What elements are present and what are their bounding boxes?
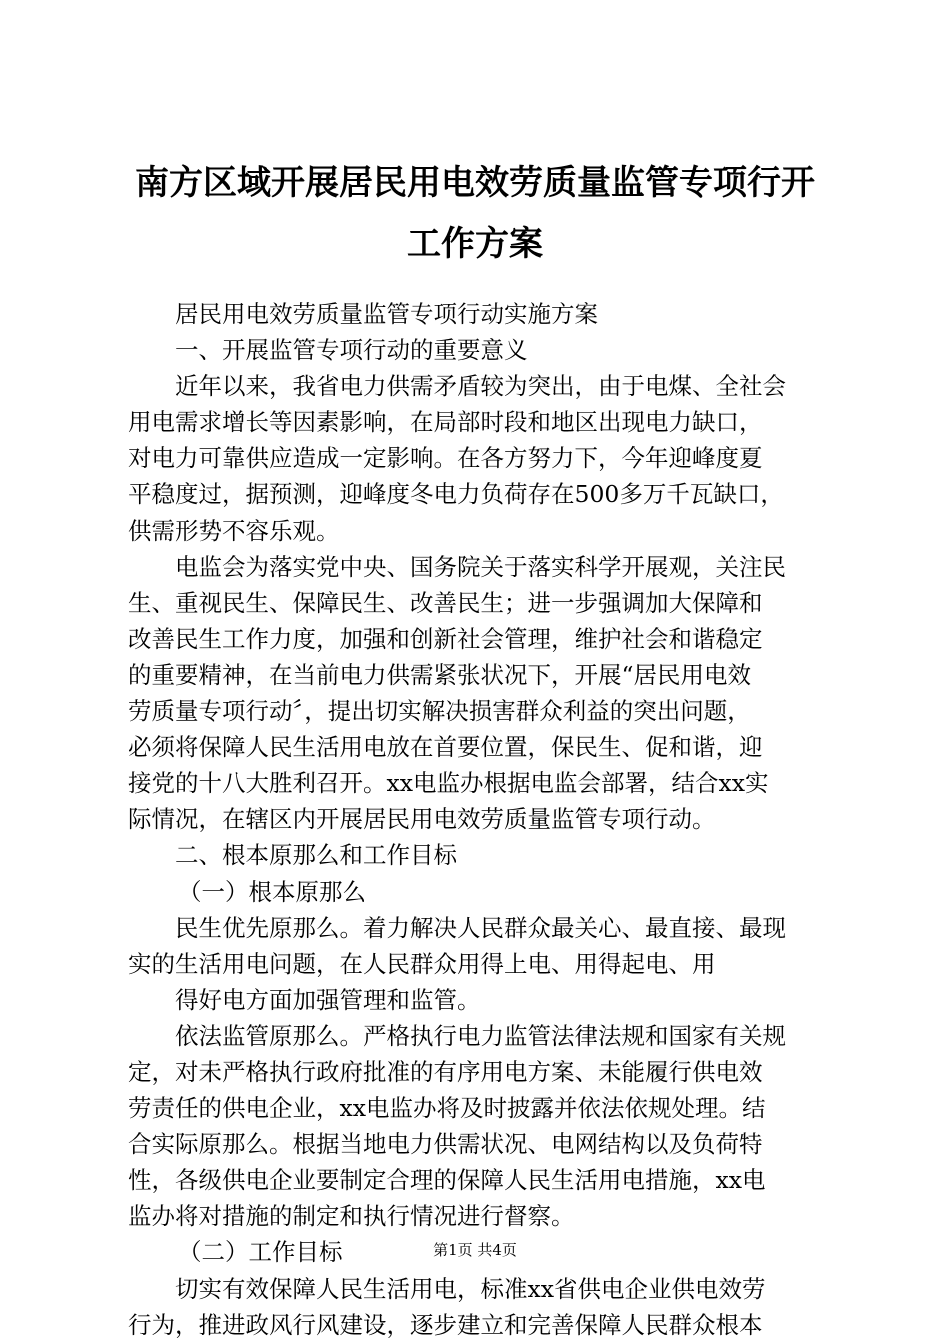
paragraph-line: 接党的十八大胜利召开。xx电监办根据电监会部署，结合xx实 (128, 769, 769, 798)
paragraph-line: 监办将对措施的制定和执行情况进行督察。 (128, 1202, 575, 1231)
document-title-line-2: 工作方案 (407, 224, 543, 264)
paragraph-line: 用电需求增长等因素影响，在局部时段和地区出现电力缺口， (128, 408, 763, 437)
paragraph-line: 对电力可靠供应造成一定影响。在各方努力下，今年迎峰度夏 (128, 444, 763, 473)
paragraph-line: 实的生活用电问题，在人民群众用得上电、用得起电、用 (128, 949, 716, 978)
paragraph-line: 近年以来，我省电力供需矛盾较为突出，由于电煤、全社会 (175, 372, 786, 401)
paragraph-line: 的重要精神，在当前电力供需紧张状况下，开展“居民用电效 (128, 660, 752, 689)
document-body (128, 296, 828, 1343)
paragraph-line: 电监会为落实党中央、国务院关于落实科学开展观，关注民 (175, 552, 786, 581)
document-title-line-1: 南方区域开展居民用电效劳质量监管专项行开 (135, 163, 815, 203)
paragraph-line: 切实有效保障人民生活用电，标准xx省供电企业供电效劳 (175, 1274, 766, 1303)
paragraph-line: 生、重视民生、保障民生、改善民生；进一步强调加大保障和 (128, 588, 763, 617)
subtitle: 居民用电效劳质量监管专项行动实施方案 (175, 300, 598, 328)
paragraph-line: 得好电方面加强管理和监管。 (175, 985, 481, 1014)
paragraph-line: 性，各级供电企业要制定合理的保障人民生活用电措施，xx电 (128, 1166, 766, 1195)
paragraph-line: 供需形势不容乐观。 (128, 516, 340, 545)
paragraph-line: 合实际原那么。根据当地电力供需状况、电网结构以及负荷特 (128, 1130, 763, 1159)
subsection-heading: （一）根本原那么 (178, 877, 366, 906)
paragraph-line: 必须将保障人民生活用电放在首要位置，保民生、促和谐，迎 (128, 733, 763, 762)
page-number-footer: 第1页 共4页 (433, 1241, 517, 1259)
section-heading: 二、根本原那么和工作目标 (175, 841, 457, 870)
paragraph-line: 依法监管原那么。严格执行电力监管法律法规和国家有关规 (175, 1021, 786, 1050)
paragraph-line: 劳责任的供电企业，xx电监办将及时披露并依法依规处理。结 (128, 1094, 766, 1123)
subsection-heading: （二）工作目标 (178, 1238, 343, 1267)
section-heading: 一、开展监管专项行动的重要意义 (175, 336, 528, 365)
paragraph-line: 际情况，在辖区内开展居民用电效劳质量监管专项行动。 (128, 805, 716, 834)
paragraph-line: 平稳度过，据预测，迎峰度冬电力负荷存在500多万千瓦缺口， (128, 480, 784, 509)
paragraph-line: 劳质量专项行动〞，提出切实解决损害群众利益的突出问题， (128, 697, 751, 726)
paragraph-line: 行为，推进政风行风建设，逐步建立和完善保障人民群众根本 (128, 1310, 763, 1339)
paragraph-line: 定，对未严格执行政府批准的有序用电方案、未能履行供电效 (128, 1057, 763, 1086)
paragraph-line: 改善民生工作力度，加强和创新社会管理，维护社会和谐稳定 (128, 624, 763, 653)
paragraph-line: 民生优先原那么。着力解决人民群众最关心、最直接、最现 (175, 913, 786, 942)
